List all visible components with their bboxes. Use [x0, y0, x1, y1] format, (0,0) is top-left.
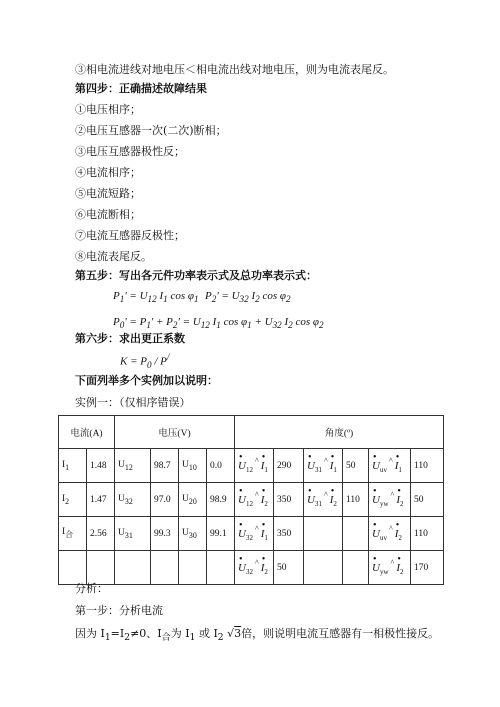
table-row: [59, 483, 444, 517]
voltage-value: 98.9: [207, 483, 235, 517]
result-item-3: ③电压互感器极性反；: [75, 145, 185, 158]
text-line-1: ③相电流进线对地电压＜相电流出线对地电压，则为电流表尾反。: [75, 63, 394, 76]
formula-p1: $P_1' = U_{12}$ $I_1$ $\cos \varphi_1$: [113, 290, 199, 305]
voltage-value: 97.0: [151, 483, 179, 517]
voltage-name: $U_{31}$: [115, 517, 151, 551]
result-item-6: ⑥电流断相；: [75, 208, 141, 221]
angle-symbol: • $U_{12}^{\^{}}$ • $I_2$: [235, 483, 274, 517]
voltage-value: 0.0: [207, 449, 235, 483]
step-4-heading: 第四步：正确描述故障结果: [75, 82, 207, 95]
angle-symbol: • $U_{uv}^{\^{}}$ • $I_1$: [369, 449, 411, 483]
result-item-5: ⑤电流短路；: [75, 187, 141, 200]
angle-value: 110: [343, 483, 369, 517]
angle-value: [343, 517, 369, 551]
angle-symbol: • $U_{uv}^{\^{}}$ • $I_2$: [369, 517, 411, 551]
angle-symbol: • $U_{12}^{\^{}}$ • $I_1$: [235, 449, 274, 483]
conclusion-line: 因为 $I_1=I_2\ne 0$、$I_合$为 $I_1$ 或 $I_2$ √3倍，则说明电流互感器有一相极性接反。: [75, 627, 440, 644]
current-value: 1.48: [87, 449, 115, 483]
angle-symbol: • $U_{31}^{\^{}}$ • $I_1$: [304, 449, 343, 483]
table-row: [59, 449, 444, 483]
current-value: 2.56: [87, 517, 115, 551]
result-item-2: ②电压互感器一次(二次)断相；: [75, 124, 227, 137]
header-voltage: 电压(V): [115, 416, 235, 449]
step-6-heading: 第六步：求出更正系数: [75, 332, 185, 345]
voltage-name: $U_{30}$: [179, 517, 207, 551]
step-1-heading: 第一步：分析电流: [75, 604, 163, 617]
angle-value: 110: [411, 449, 444, 483]
header-current: 电流(A): [59, 416, 115, 449]
table-row: [59, 551, 444, 585]
angle-value: 50: [343, 449, 369, 483]
angle-symbol: • $U_{yw}^{\^{}}$ • $I_2$: [369, 551, 411, 585]
step-5-heading: 第五步：写出各元件功率表示式及总功率表示式：: [75, 269, 317, 282]
formula-p2: $P_2' = U_{32}$ $I_2$ $\cos \varphi_2$: [205, 290, 291, 305]
voltage-name: $U_{12}$: [115, 449, 151, 483]
measurement-table: [58, 415, 444, 585]
sqrt-three: √3: [227, 627, 242, 640]
angle-symbol: • $U_{32}^{\^{}}$ • $I_2$: [235, 551, 274, 585]
angle-symbol: [304, 517, 343, 551]
angle-value: 350: [274, 517, 304, 551]
result-item-4: ④电流相序；: [75, 166, 141, 179]
current-name: $I_合$: [59, 517, 87, 551]
voltage-value: 98.7: [151, 449, 179, 483]
angle-symbol: • $U_{yw}^{\^{}}$ • $I_2$: [369, 483, 411, 517]
voltage-name: $U_{10}$: [179, 449, 207, 483]
table-row: [59, 517, 444, 551]
examples-heading: 下面列举多个实例加以说明：: [75, 374, 218, 387]
angle-symbol: • $U_{32}^{\^{}}$ • $I_1$: [235, 517, 274, 551]
analysis-label: 分析：: [75, 582, 108, 595]
angle-value: 50: [274, 551, 304, 585]
formula-k: $K = P_0 / P^/$: [120, 352, 170, 370]
angle-value: 110: [411, 517, 444, 551]
current-name: $I_1$: [59, 449, 87, 483]
voltage-value: 99.1: [207, 517, 235, 551]
angle-value: 170: [411, 551, 444, 585]
result-item-8: ⑧电流表尾反。: [75, 250, 152, 263]
angle-value: 350: [274, 483, 304, 517]
voltage-value: 99.3: [151, 517, 179, 551]
angle-value: 290: [274, 449, 304, 483]
result-item-7: ⑦电流互感器反极性；: [75, 229, 185, 242]
voltage-name: $U_{32}$: [115, 483, 151, 517]
header-angle: 角度(º): [235, 416, 444, 449]
result-item-1: ①电压相序；: [75, 103, 141, 116]
angle-symbol: • $U_{31}^{\^{}}$ • $I_2$: [304, 483, 343, 517]
voltage-name: $U_{20}$: [179, 483, 207, 517]
example-1-title: 实例一：（仅相序错误）: [75, 396, 191, 409]
angle-value: 50: [411, 483, 444, 517]
formula-p0: $P_0' = P_1' + P_2' = U_{12}$ $I_1$ $\cos \varphi_1 + U_{32}$ $I_2$ $\cos \varphi_2$: [113, 316, 324, 331]
current-name: $I_2$: [59, 483, 87, 517]
current-value: 1.47: [87, 483, 115, 517]
